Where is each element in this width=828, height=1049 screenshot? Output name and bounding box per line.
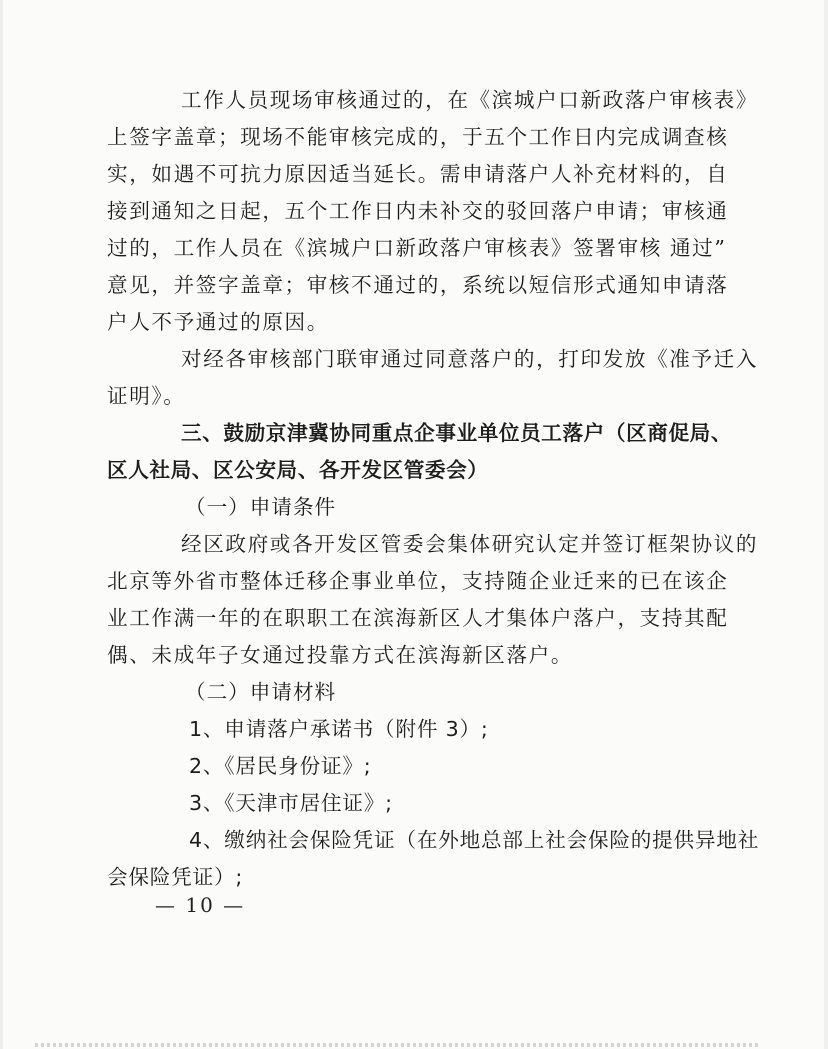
list-item: 2、《居民身份证》;	[189, 754, 372, 778]
text-line: 上签字盖章；现场不能审核完成的，于五个工作日内完成调查核	[107, 125, 729, 149]
text-line: 户人不予通过的原因。	[107, 310, 329, 334]
text-line: 工作人员现场审核通过的，在《滨城户口新政落户审核表》	[181, 88, 759, 112]
text-line: 过的，工作人员在《滨城户口新政落户审核表》签署审核 通过”	[107, 236, 727, 260]
subsection-application-materials	[107, 674, 760, 896]
subsection-title: （二）申请材料	[185, 680, 337, 704]
text-line: 实，如遇不可抗力原因适当延长。需申请落户人补充材料的，自	[107, 162, 729, 186]
heading-line: 三、鼓励京津冀协同重点企事业单位员工落户（区商促局、	[181, 421, 733, 445]
text-line: 业工作满一年的在职职工在滨海新区人才集体户落户，支持其配	[107, 606, 729, 630]
list-item: 3、《天津市居住证》;	[189, 791, 393, 815]
paragraph-issue-certificate	[107, 341, 759, 415]
text-line: 证明》。	[107, 384, 186, 408]
heading-line: 区人社局、区公安局、各开发区管委会）	[107, 458, 489, 482]
section-3-heading	[107, 415, 733, 489]
cropped-footer-text	[35, 1043, 758, 1047]
text-line: 经区政府或各开发区管委会集体研究认定并签订框架协议的	[181, 532, 759, 556]
text-line: 北京等外省市整体迁移企事业单位，支持随企业迁来的已在该企	[107, 569, 729, 593]
text-line: 对经各审核部门联审通过同意落户的，打印发放《准予迁入	[181, 347, 759, 371]
page-edge-right	[824, 0, 828, 1049]
page-number: — 10 —	[155, 893, 246, 917]
list-item: 1、申请落户承诺书（附件 3）;	[189, 717, 489, 741]
list-item: 4、缴纳社会保险凭证（在外地总部上社会保险的提供异地社	[189, 828, 760, 852]
subsection-title: （一）申请条件	[185, 495, 337, 519]
page-edge-left	[0, 0, 3, 1049]
list-item-continuation: 会保险凭证）;	[107, 865, 244, 889]
text-line: 偶、未成年子女通过投靠方式在滨海新区落户。	[107, 643, 574, 667]
text-line: 意见，并签字盖章；审核不通过的，系统以短信形式通知申请落	[107, 273, 729, 297]
text-line: 接到通知之日起，五个工作日内未补交的驳回落户申请；审核通	[107, 199, 729, 223]
subsection-application-conditions	[107, 489, 759, 674]
paragraph-review-process	[107, 82, 759, 341]
document-body	[107, 82, 760, 896]
